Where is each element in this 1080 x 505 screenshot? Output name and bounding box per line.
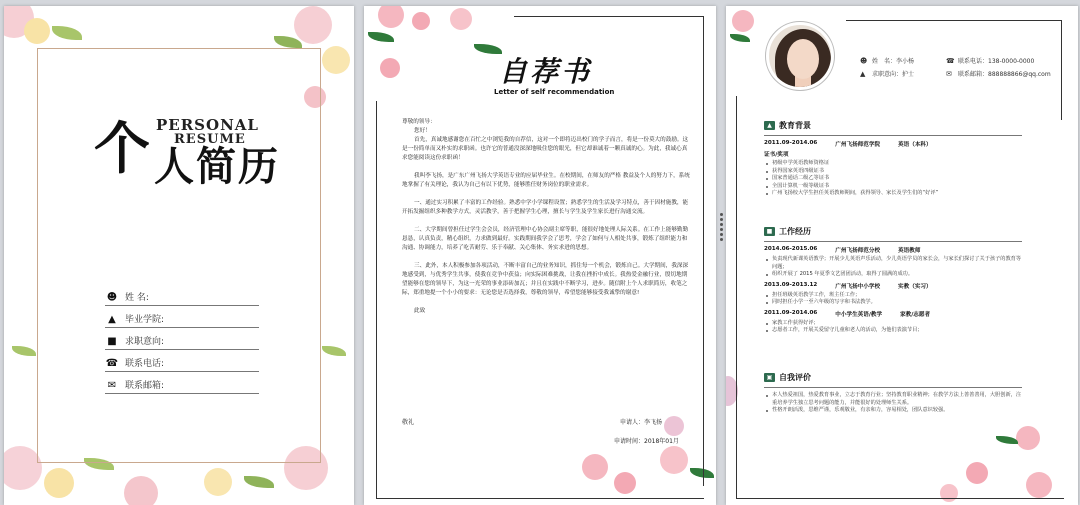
letter-hello: 您好！: [414, 128, 431, 134]
work-item: 负责现代新课英语教学；开展少儿英语声乐活动，少儿英语学员的家长会，与家长们探讨了关于孩子的教育等问题；: [764, 256, 1022, 271]
flower-decoration: [124, 476, 158, 505]
entry-period: 2014.06-2015.06: [764, 246, 818, 252]
name-label: 姓 名:: [125, 293, 149, 303]
school-field[interactable]: [105, 306, 259, 328]
education-section: [764, 120, 1022, 198]
work-heading: [764, 226, 1022, 237]
letter-paragraph: 三、此外，本人积极参加各项活动，不断丰富自己的业务知识，抓住每一个机会，锻炼自己。大学期间，我深深地感受到，与优秀学生共事，使我在竞争中获益；向实际困难挑战，让我在挫折中成长。我热爱金融行业，殷切地期望能够在您的领导下，为这一光荣的事业添砖加瓦；并且在实践中不断学习，进步。随信附上个人求职简历，收笔之际，郑重地提一个小小的要求：无论您是否选择我，尊敬的领导，希望您能够接受我诚挚的谢意!: [402, 263, 689, 296]
briefcase-icon: ■: [107, 336, 117, 347]
intent-label: 求职意向:: [125, 337, 165, 347]
school-label: 毕业学院:: [125, 315, 165, 325]
name-field[interactable]: [105, 284, 259, 306]
cert-item: 获得国家英语四级证书: [764, 168, 1022, 176]
entry-period: 2013.09-2013.12: [764, 281, 818, 288]
contact-intent-text: 求职意向：护士: [872, 71, 915, 78]
email-label: 联系邮箱:: [125, 381, 165, 391]
entry-role: 实教（实习）: [898, 283, 932, 290]
resume-title: RESUME: [174, 132, 246, 147]
graduation-cap-icon: ▲: [860, 69, 866, 78]
leaf-decoration: [274, 36, 302, 48]
letter-body: [402, 118, 690, 319]
leaf-decoration: [730, 34, 750, 42]
leaf-decoration: [244, 476, 274, 488]
work-entry: [764, 282, 1022, 290]
letter-page: [364, 6, 716, 505]
flower-decoration: [412, 12, 430, 30]
letter-paragraph: 首先，真诚地感谢您在百忙之中浏览我的自荐信，这对一个即将迈出校门的学子而言，将是一份莫大的鼓励。这是一份简单而又朴实的求职函。也许它的普通没深深地吸住您的眼光，但它却谁诚着一颗真诚的心。为此，我诚心真求您能阅读这份求职函！: [402, 137, 689, 161]
self-item: 性格开朗活泼，思维严谨，乐观敬业，有亲和力，容易相处，团队意识较强。: [764, 407, 1022, 415]
mail-icon: ✉: [946, 69, 952, 78]
leaf-decoration: [52, 26, 82, 40]
letter-paragraph: 一、通过实习积累了丰富的工作经验。熟悉中学小学课程设置；熟悉学生的生活及学习特点，善于因材施教，能开拓发掘组织多种教学方式，灵活教学，善于把握学生心理，擅长与学生及学生家长进行沟通交流。: [402, 200, 689, 215]
graduation-cap-icon: ▲: [764, 121, 775, 130]
contact-email: [946, 69, 1051, 78]
drag-handle[interactable]: [719, 212, 724, 228]
profile-photo: [766, 22, 834, 90]
personal-title: PERSONAL: [156, 116, 259, 134]
entry-org: 广州飞扬中小学校: [835, 283, 881, 290]
work-entry: [764, 310, 1022, 318]
flower-decoration: [294, 6, 332, 44]
contact-intent: [860, 69, 914, 78]
phone-field[interactable]: [105, 350, 259, 372]
cover-glyph: 个: [94, 117, 150, 182]
letter-greeting: 尊敬的领导：: [402, 119, 436, 125]
contact-phone: [946, 56, 1034, 65]
entry-org: 广州飞扬师范分校: [835, 248, 881, 254]
cert-item: 广州飞扬校大学生担任英语教师期间，获得领导、家长及学生们的“好评”: [764, 190, 1022, 198]
chart-icon: ▣: [764, 373, 775, 382]
briefcase-icon: ■: [764, 227, 775, 236]
flower-decoration: [204, 468, 232, 496]
contact-name: [860, 56, 914, 65]
cert-item: 全国计算机一级等级证书: [764, 183, 1022, 191]
graduation-cap-icon: ▲: [108, 314, 116, 325]
contact-email-text: 联系邮箱：888888866@qq.com: [958, 71, 1051, 78]
work-entry: [764, 246, 1022, 254]
flower-decoration: [732, 10, 754, 32]
cover-page: [4, 6, 354, 505]
cover-frame: [37, 48, 321, 463]
letter-closing: 此致: [414, 308, 426, 314]
work-item: 同时担任小学一至六年级的写字和书法教学。: [764, 299, 1022, 307]
cert-item: 国家普通话二级乙等证书: [764, 175, 1022, 183]
letter-subtitle: Letter of self recommendation: [494, 88, 615, 96]
user-icon: ☻: [860, 56, 868, 65]
self-item: 本人热爱祖国，热爱教育事业，立志于教育行业；坚持教育职业精神；在教学方法上善善善用，大胆创新，注重培养学生独立思考问题的能力，并能很好的处理师生关系。: [764, 392, 1022, 407]
letter-paragraph: 我叫李飞扬，是广东广州飞扬大学英语专业的应届毕业生。在校期间，在师友的严格 教益及个人的努力下，系统地掌握了有关理论，我认为自己有以下优势，能够胜任财务岗位的职业需求。: [402, 173, 690, 188]
leaf-decoration: [322, 346, 346, 356]
phone-icon: ☎: [105, 358, 119, 369]
work-title: 工作经历: [779, 227, 811, 236]
flower-decoration: [380, 58, 400, 78]
flower-decoration: [322, 46, 350, 74]
education-heading: [764, 120, 1022, 131]
work-item: 组织开展了 2015 年夏季文艺团团活动，取得了圆满的成功。: [764, 271, 1022, 279]
letter-applicant: 申请人：李飞扬: [620, 419, 663, 426]
work-section: [764, 226, 1022, 335]
entry-role: 英语教师: [898, 248, 921, 254]
letter-logo: 自荐书: [499, 55, 593, 88]
flower-decoration: [378, 6, 404, 28]
entry-role: 家教/志愿者: [900, 311, 931, 318]
education-entry: [764, 140, 1022, 148]
letter-date: 申请时间：2018年01月: [614, 438, 679, 445]
work-item: 家教工作获得好评；: [764, 320, 1022, 328]
certs-title: 证书/奖项: [764, 152, 789, 158]
phone-icon: ☎: [946, 56, 955, 65]
self-heading: [764, 372, 1022, 383]
work-item: 志愿者工作，开展关爱留守儿童和老人的活动，为他们表演节目；: [764, 327, 1022, 335]
flower-decoration: [24, 18, 50, 44]
entry-period: 2011.09-2014.06: [764, 140, 818, 146]
work-item: 担任班级英语教学工作，班主任工作；: [764, 292, 1022, 300]
resume-page: [726, 6, 1078, 505]
email-field[interactable]: [105, 372, 259, 394]
education-title: 教育背景: [779, 121, 811, 130]
flower-decoration: [450, 8, 472, 30]
phone-label: 联系电话:: [125, 359, 165, 369]
mail-icon: ✉: [107, 380, 117, 391]
entry-org: 广州飞扬师范学院: [835, 142, 881, 148]
contact-phone-text: 联系电话：138-0000-0000: [958, 58, 1035, 65]
user-icon: ☻: [106, 292, 118, 303]
entry-role: 英语（本科）: [898, 142, 932, 148]
cert-item: 初级中学英语教师资格证: [764, 160, 1022, 168]
leaf-decoration: [12, 346, 36, 356]
intent-field[interactable]: [105, 328, 259, 350]
self-title: 自我评价: [779, 373, 811, 382]
leaf-decoration: [368, 32, 394, 42]
letter-paragraph: 二、大学期间曾担任过学生会会员，经济管理中心协会副主席等职，能很好地处理人际关系。在工作上能够勤勤恳恳，认真负责，精心组织，力求做到最好。实践期间我学会了思考，学会了如何与人相处共事，锻炼了组织能力和沟通、协调能力，培养了吃苦耐劳、乐于奉献、关心集体、务实求进的思想。: [402, 227, 689, 251]
contact-name-text: 姓 名：李小杨: [872, 58, 915, 65]
flower-decoration: [44, 468, 74, 498]
entry-org: 中小学生英语/教学: [835, 311, 883, 318]
cover-main-title: 人简历: [154, 144, 280, 190]
self-section: [764, 372, 1022, 415]
entry-period: 2011.09-2014.06: [764, 309, 818, 316]
leaf-decoration: [474, 44, 502, 54]
letter-salute: 敬礼: [402, 419, 415, 426]
